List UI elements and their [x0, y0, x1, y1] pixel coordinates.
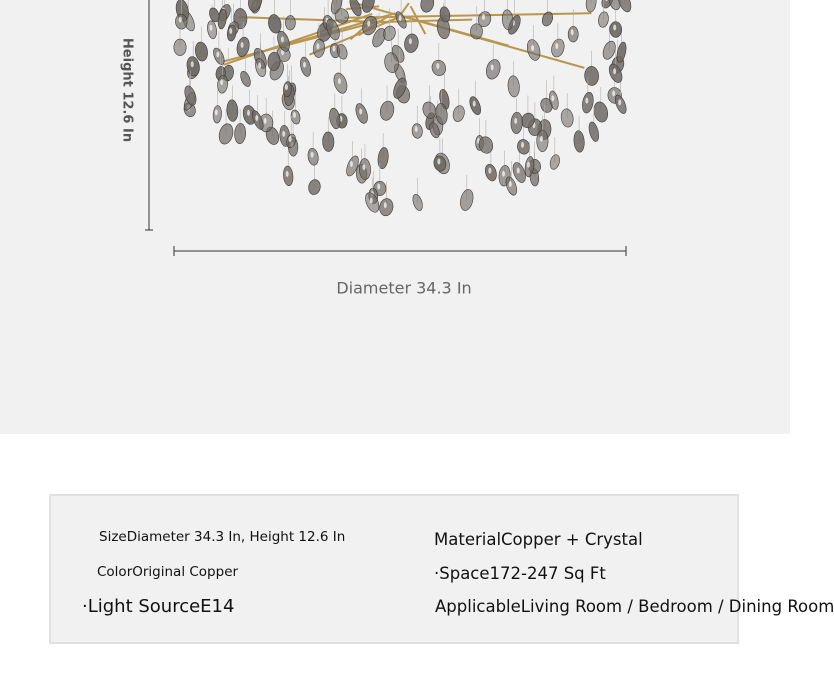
- diameter-label: Diameter 34.3 In: [336, 278, 472, 298]
- spec-space: ·Space172-247 Sq Ft: [434, 564, 606, 583]
- spec-light-source: ·Light SourceE14: [82, 596, 235, 617]
- spec-color: ColorOriginal Copper: [97, 564, 239, 580]
- spec-material: MaterialCopper + Crystal: [434, 530, 643, 549]
- spec-size: SizeDiameter 34.3 In, Height 12.6 In: [99, 529, 346, 545]
- spec-applicable: ApplicableLiving Room / Bedroom / Dining Room: [435, 597, 834, 616]
- height-label: Height 12.6 In: [119, 37, 135, 143]
- chandelier-crystals: [174, 0, 634, 217]
